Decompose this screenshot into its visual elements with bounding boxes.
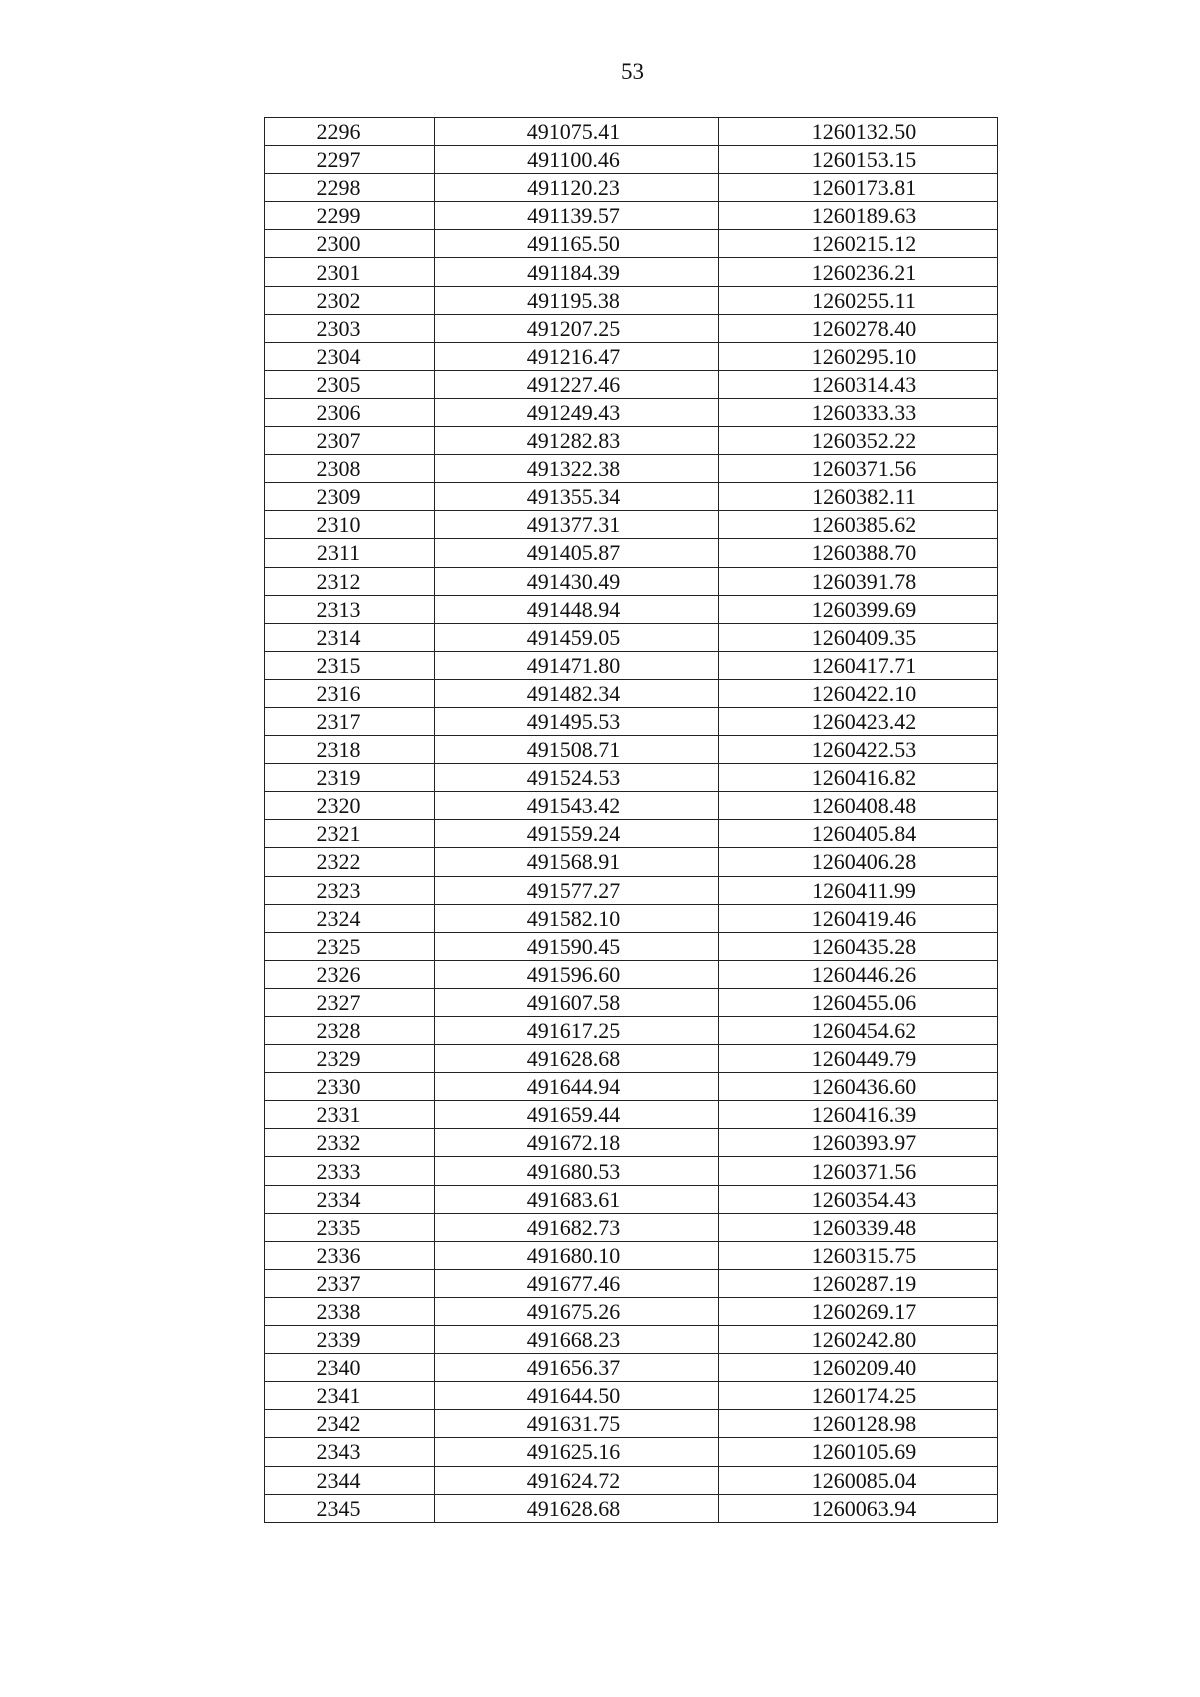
point-number-cell: 2335 <box>265 1213 435 1241</box>
point-number-cell: 2341 <box>265 1382 435 1410</box>
y-coordinate-cell: 1260449.79 <box>719 1045 998 1073</box>
x-coordinate-cell: 491195.38 <box>435 286 719 314</box>
x-coordinate-cell: 491249.43 <box>435 398 719 426</box>
point-number-cell: 2297 <box>265 146 435 174</box>
y-coordinate-cell: 1260455.06 <box>719 988 998 1016</box>
x-coordinate-cell: 491216.47 <box>435 342 719 370</box>
point-number-cell: 2317 <box>265 707 435 735</box>
coordinates-table-body <box>265 118 998 1523</box>
table-row <box>265 1101 998 1129</box>
table-row <box>265 511 998 539</box>
x-coordinate-cell: 491207.25 <box>435 314 719 342</box>
y-coordinate-cell: 1260419.46 <box>719 904 998 932</box>
table-row <box>265 567 998 595</box>
point-number-cell: 2329 <box>265 1045 435 1073</box>
x-coordinate-cell: 491582.10 <box>435 904 719 932</box>
table-row <box>265 764 998 792</box>
y-coordinate-cell: 1260408.48 <box>719 792 998 820</box>
y-coordinate-cell: 1260315.75 <box>719 1241 998 1269</box>
y-coordinate-cell: 1260173.81 <box>719 174 998 202</box>
table-row <box>265 651 998 679</box>
y-coordinate-cell: 1260215.12 <box>719 230 998 258</box>
y-coordinate-cell: 1260409.35 <box>719 623 998 651</box>
point-number-cell: 2327 <box>265 988 435 1016</box>
x-coordinate-cell: 491559.24 <box>435 820 719 848</box>
x-coordinate-cell: 491659.44 <box>435 1101 719 1129</box>
x-coordinate-cell: 491568.91 <box>435 848 719 876</box>
point-number-cell: 2308 <box>265 455 435 483</box>
table-row <box>265 1297 998 1325</box>
point-number-cell: 2338 <box>265 1297 435 1325</box>
point-number-cell: 2328 <box>265 1017 435 1045</box>
table-row <box>265 679 998 707</box>
x-coordinate-cell: 491644.94 <box>435 1073 719 1101</box>
x-coordinate-cell: 491495.53 <box>435 707 719 735</box>
point-number-cell: 2330 <box>265 1073 435 1101</box>
point-number-cell: 2333 <box>265 1157 435 1185</box>
y-coordinate-cell: 1260423.42 <box>719 707 998 735</box>
coordinates-table <box>264 117 998 1523</box>
y-coordinate-cell: 1260454.62 <box>719 1017 998 1045</box>
x-coordinate-cell: 491628.68 <box>435 1045 719 1073</box>
table-row <box>265 539 998 567</box>
table-row <box>265 1241 998 1269</box>
page-number: 53 <box>621 59 644 84</box>
y-coordinate-cell: 1260416.82 <box>719 764 998 792</box>
y-coordinate-cell: 1260422.53 <box>719 736 998 764</box>
y-coordinate-cell: 1260209.40 <box>719 1354 998 1382</box>
table-row <box>265 455 998 483</box>
y-coordinate-cell: 1260391.78 <box>719 567 998 595</box>
point-number-cell: 2303 <box>265 314 435 342</box>
x-coordinate-cell: 491524.53 <box>435 764 719 792</box>
point-number-cell: 2345 <box>265 1494 435 1522</box>
table-row <box>265 483 998 511</box>
x-coordinate-cell: 491227.46 <box>435 370 719 398</box>
x-coordinate-cell: 491675.26 <box>435 1297 719 1325</box>
table-row <box>265 736 998 764</box>
point-number-cell: 2309 <box>265 483 435 511</box>
x-coordinate-cell: 491625.16 <box>435 1438 719 1466</box>
y-coordinate-cell: 1260435.28 <box>719 932 998 960</box>
x-coordinate-cell: 491459.05 <box>435 623 719 651</box>
y-coordinate-cell: 1260406.28 <box>719 848 998 876</box>
y-coordinate-cell: 1260174.25 <box>719 1382 998 1410</box>
point-number-cell: 2336 <box>265 1241 435 1269</box>
y-coordinate-cell: 1260295.10 <box>719 342 998 370</box>
point-number-cell: 2331 <box>265 1101 435 1129</box>
point-number-cell: 2314 <box>265 623 435 651</box>
table-row <box>265 848 998 876</box>
point-number-cell: 2339 <box>265 1326 435 1354</box>
y-coordinate-cell: 1260287.19 <box>719 1269 998 1297</box>
y-coordinate-cell: 1260189.63 <box>719 202 998 230</box>
table-row <box>265 118 998 146</box>
y-coordinate-cell: 1260371.56 <box>719 1157 998 1185</box>
x-coordinate-cell: 491577.27 <box>435 876 719 904</box>
point-number-cell: 2306 <box>265 398 435 426</box>
x-coordinate-cell: 491624.72 <box>435 1466 719 1494</box>
x-coordinate-cell: 491631.75 <box>435 1410 719 1438</box>
table-row <box>265 398 998 426</box>
y-coordinate-cell: 1260255.11 <box>719 286 998 314</box>
x-coordinate-cell: 491430.49 <box>435 567 719 595</box>
point-number-cell: 2320 <box>265 792 435 820</box>
point-number-cell: 2315 <box>265 651 435 679</box>
point-number-cell: 2343 <box>265 1438 435 1466</box>
x-coordinate-cell: 491680.53 <box>435 1157 719 1185</box>
point-number-cell: 2325 <box>265 932 435 960</box>
y-coordinate-cell: 1260278.40 <box>719 314 998 342</box>
table-row <box>265 1382 998 1410</box>
point-number-cell: 2321 <box>265 820 435 848</box>
y-coordinate-cell: 1260405.84 <box>719 820 998 848</box>
table-row <box>265 876 998 904</box>
point-number-cell: 2305 <box>265 370 435 398</box>
y-coordinate-cell: 1260333.33 <box>719 398 998 426</box>
x-coordinate-cell: 491184.39 <box>435 258 719 286</box>
y-coordinate-cell: 1260352.22 <box>719 427 998 455</box>
y-coordinate-cell: 1260385.62 <box>719 511 998 539</box>
y-coordinate-cell: 1260411.99 <box>719 876 998 904</box>
x-coordinate-cell: 491377.31 <box>435 511 719 539</box>
y-coordinate-cell: 1260063.94 <box>719 1494 998 1522</box>
y-coordinate-cell: 1260382.11 <box>719 483 998 511</box>
x-coordinate-cell: 491282.83 <box>435 427 719 455</box>
table-row <box>265 1129 998 1157</box>
table-row <box>265 1073 998 1101</box>
y-coordinate-cell: 1260105.69 <box>719 1438 998 1466</box>
point-number-cell: 2296 <box>265 118 435 146</box>
table-row <box>265 342 998 370</box>
x-coordinate-cell: 491668.23 <box>435 1326 719 1354</box>
point-number-cell: 2313 <box>265 595 435 623</box>
table-row <box>265 623 998 651</box>
point-number-cell: 2332 <box>265 1129 435 1157</box>
y-coordinate-cell: 1260153.15 <box>719 146 998 174</box>
x-coordinate-cell: 491656.37 <box>435 1354 719 1382</box>
x-coordinate-cell: 491482.34 <box>435 679 719 707</box>
x-coordinate-cell: 491075.41 <box>435 118 719 146</box>
y-coordinate-cell: 1260399.69 <box>719 595 998 623</box>
table-row <box>265 1326 998 1354</box>
x-coordinate-cell: 491120.23 <box>435 174 719 202</box>
y-coordinate-cell: 1260393.97 <box>719 1129 998 1157</box>
point-number-cell: 2323 <box>265 876 435 904</box>
table-row <box>265 258 998 286</box>
table-row <box>265 1213 998 1241</box>
x-coordinate-cell: 491644.50 <box>435 1382 719 1410</box>
y-coordinate-cell: 1260269.17 <box>719 1297 998 1325</box>
point-number-cell: 2311 <box>265 539 435 567</box>
table-row <box>265 146 998 174</box>
y-coordinate-cell: 1260132.50 <box>719 118 998 146</box>
table-row <box>265 1354 998 1382</box>
point-number-cell: 2299 <box>265 202 435 230</box>
point-number-cell: 2340 <box>265 1354 435 1382</box>
x-coordinate-cell: 491471.80 <box>435 651 719 679</box>
point-number-cell: 2337 <box>265 1269 435 1297</box>
point-number-cell: 2310 <box>265 511 435 539</box>
table-row <box>265 1494 998 1522</box>
y-coordinate-cell: 1260416.39 <box>719 1101 998 1129</box>
y-coordinate-cell: 1260371.56 <box>719 455 998 483</box>
x-coordinate-cell: 491682.73 <box>435 1213 719 1241</box>
table-row <box>265 314 998 342</box>
table-row <box>265 174 998 202</box>
y-coordinate-cell: 1260422.10 <box>719 679 998 707</box>
point-number-cell: 2300 <box>265 230 435 258</box>
y-coordinate-cell: 1260446.26 <box>719 960 998 988</box>
table-row <box>265 1045 998 1073</box>
table-row <box>265 960 998 988</box>
point-number-cell: 2342 <box>265 1410 435 1438</box>
table-row <box>265 370 998 398</box>
x-coordinate-cell: 491405.87 <box>435 539 719 567</box>
point-number-cell: 2318 <box>265 736 435 764</box>
x-coordinate-cell: 491139.57 <box>435 202 719 230</box>
table-row <box>265 932 998 960</box>
x-coordinate-cell: 491596.60 <box>435 960 719 988</box>
point-number-cell: 2304 <box>265 342 435 370</box>
point-number-cell: 2324 <box>265 904 435 932</box>
y-coordinate-cell: 1260436.60 <box>719 1073 998 1101</box>
table-row <box>265 1466 998 1494</box>
y-coordinate-cell: 1260388.70 <box>719 539 998 567</box>
table-row <box>265 792 998 820</box>
x-coordinate-cell: 491448.94 <box>435 595 719 623</box>
table-row <box>265 286 998 314</box>
table-row <box>265 1157 998 1185</box>
x-coordinate-cell: 491165.50 <box>435 230 719 258</box>
table-row <box>265 1017 998 1045</box>
x-coordinate-cell: 491672.18 <box>435 1129 719 1157</box>
table-row <box>265 230 998 258</box>
table-row <box>265 707 998 735</box>
point-number-cell: 2326 <box>265 960 435 988</box>
point-number-cell: 2307 <box>265 427 435 455</box>
point-number-cell: 2298 <box>265 174 435 202</box>
table-row <box>265 1185 998 1213</box>
x-coordinate-cell: 491100.46 <box>435 146 719 174</box>
point-number-cell: 2301 <box>265 258 435 286</box>
x-coordinate-cell: 491680.10 <box>435 1241 719 1269</box>
point-number-cell: 2334 <box>265 1185 435 1213</box>
y-coordinate-cell: 1260085.04 <box>719 1466 998 1494</box>
table-row <box>265 1269 998 1297</box>
point-number-cell: 2316 <box>265 679 435 707</box>
table-row <box>265 1438 998 1466</box>
x-coordinate-cell: 491355.34 <box>435 483 719 511</box>
x-coordinate-cell: 491508.71 <box>435 736 719 764</box>
table-row <box>265 202 998 230</box>
x-coordinate-cell: 491590.45 <box>435 932 719 960</box>
y-coordinate-cell: 1260314.43 <box>719 370 998 398</box>
point-number-cell: 2344 <box>265 1466 435 1494</box>
table-row <box>265 1410 998 1438</box>
x-coordinate-cell: 491677.46 <box>435 1269 719 1297</box>
x-coordinate-cell: 491322.38 <box>435 455 719 483</box>
x-coordinate-cell: 491628.68 <box>435 1494 719 1522</box>
x-coordinate-cell: 491543.42 <box>435 792 719 820</box>
table-row <box>265 820 998 848</box>
point-number-cell: 2312 <box>265 567 435 595</box>
y-coordinate-cell: 1260236.21 <box>719 258 998 286</box>
table-row <box>265 904 998 932</box>
table-row <box>265 595 998 623</box>
y-coordinate-cell: 1260354.43 <box>719 1185 998 1213</box>
point-number-cell: 2302 <box>265 286 435 314</box>
y-coordinate-cell: 1260242.80 <box>719 1326 998 1354</box>
table-row <box>265 427 998 455</box>
y-coordinate-cell: 1260339.48 <box>719 1213 998 1241</box>
x-coordinate-cell: 491607.58 <box>435 988 719 1016</box>
y-coordinate-cell: 1260417.71 <box>719 651 998 679</box>
point-number-cell: 2322 <box>265 848 435 876</box>
x-coordinate-cell: 491683.61 <box>435 1185 719 1213</box>
x-coordinate-cell: 491617.25 <box>435 1017 719 1045</box>
table-row <box>265 988 998 1016</box>
point-number-cell: 2319 <box>265 764 435 792</box>
y-coordinate-cell: 1260128.98 <box>719 1410 998 1438</box>
